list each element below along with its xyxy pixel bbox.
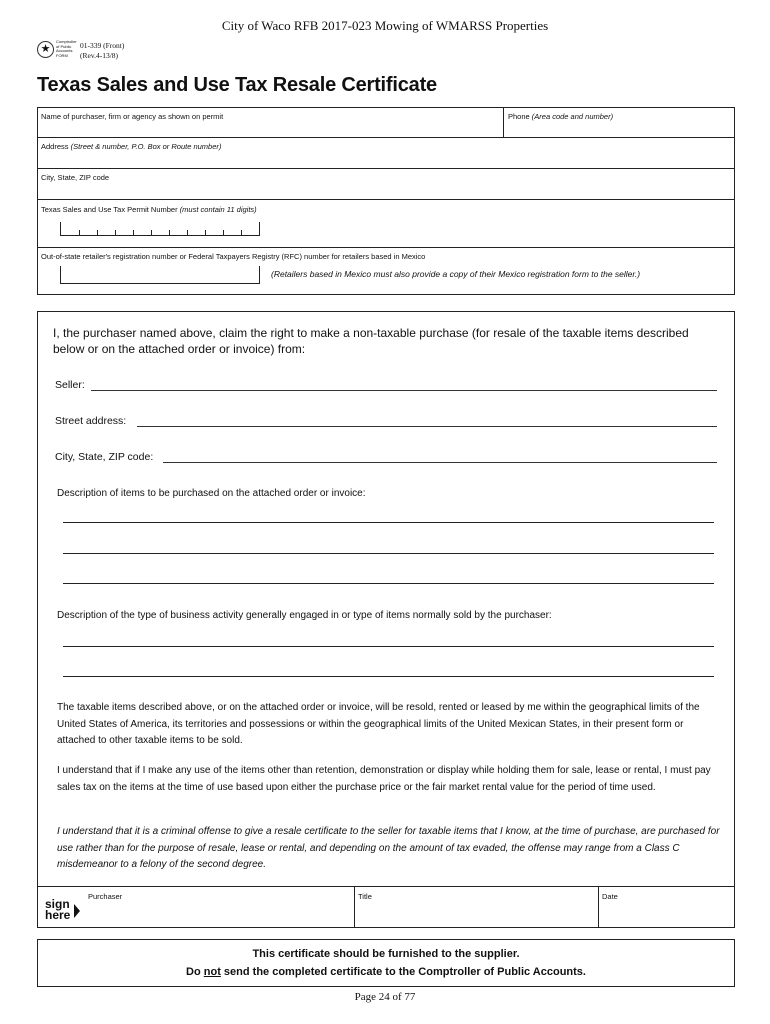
permit-number-digit-boxes[interactable]: [60, 222, 260, 236]
page-number: Page 24 of 77: [354, 991, 416, 1003]
seller-label: Seller:: [55, 379, 85, 391]
address-label: Address: [41, 142, 69, 151]
city-label: City, State, ZIP code: [41, 173, 110, 182]
purchaser-name-row: [38, 108, 734, 138]
street-address-label: Street address:: [55, 415, 127, 427]
purchaser-name-field[interactable]: [38, 108, 503, 137]
seller-field[interactable]: [55, 379, 717, 391]
permit-hint: (must contain 11 digits): [179, 205, 257, 214]
digit-tick: [205, 230, 206, 235]
street-address-line: [137, 426, 717, 427]
rfc-number-field[interactable]: [60, 266, 260, 284]
purchaser-signature-label: Purchaser: [88, 892, 123, 901]
seller-city-line: [163, 462, 717, 463]
signature-row: [38, 886, 734, 928]
address-hint: (Street & number, P.O. Box or Route number): [70, 142, 222, 151]
rfc-label: Out-of-state retailer's registration number or Federal Taxpayers Registry (RFC) number for retailers based in Mexico: [41, 252, 426, 261]
digit-tick: [187, 230, 188, 235]
form-number: 01-339 (Front): [80, 41, 125, 50]
seller-line: [91, 390, 717, 391]
signature-date-label: Date: [602, 892, 618, 901]
submission-notice: [37, 939, 735, 987]
phone-hint: (Area code and number): [531, 112, 614, 121]
criminal-offense-paragraph: I understand that it is a criminal offense to give a resale certificate to the seller for taxable items that I know, at the time of purchase, are purchased for use rather than for the purpose of resale, lease or rental, and depending on the amount of tax evaded, the offense may range from a Class C misdemeanor to a felony of the second degree.: [57, 826, 720, 870]
seller-city-field[interactable]: [55, 451, 717, 463]
digit-tick: [241, 230, 242, 235]
notice-line-1: This certificate should be furnished to the supplier.: [252, 948, 520, 960]
here-label: here: [45, 908, 71, 922]
items-description-line[interactable]: [63, 522, 714, 523]
permit-label: Texas Sales and Use Tax Permit Number: [41, 205, 178, 214]
permit-label-group: [41, 205, 257, 214]
comptroller-seal-icon: ★: [37, 41, 54, 58]
rfc-row: [38, 248, 734, 295]
purchaser-signature-field[interactable]: [83, 887, 354, 928]
purchaser-name-label: Name of purchaser, firm or agency as shown on permit: [41, 112, 224, 121]
page-header-title: City of Waco RFB 2017-023 Mowing of WMARSS Properties: [221, 18, 549, 33]
agency-name: Comptroller of Public Accounts FORM: [56, 39, 77, 58]
digit-tick: [97, 230, 98, 235]
phone-field[interactable]: [504, 108, 734, 137]
address-row[interactable]: [38, 138, 734, 169]
digit-tick: [133, 230, 134, 235]
business-description-line[interactable]: [63, 646, 714, 647]
form-revision: (Rev.4-13/8): [80, 51, 119, 60]
signer-title-field[interactable]: [355, 887, 598, 928]
sign-label: sign: [45, 897, 70, 911]
digit-tick: [151, 230, 152, 235]
notice-line-2-pre: Do: [186, 966, 204, 978]
purchaser-info-section: [37, 107, 735, 295]
city-row[interactable]: [38, 169, 734, 200]
sign-arrow-icon: [74, 904, 80, 918]
resale-claim-section: [37, 311, 735, 928]
address-label-group: [41, 142, 221, 151]
signer-title-label: Title: [358, 892, 372, 901]
notice-line-2: [38, 963, 734, 981]
permit-row: [38, 200, 734, 248]
digit-tick: [169, 230, 170, 235]
rfc-note: (Retailers based in Mexico must also provide a copy of their Mexico registration form to the seller.): [271, 269, 641, 279]
street-address-field[interactable]: [55, 415, 717, 427]
business-description-label: Description of the type of business activity generally engaged in or type of items normally sold by the purchaser:: [57, 610, 552, 621]
business-description-line[interactable]: [63, 676, 714, 677]
items-description-line[interactable]: [63, 583, 714, 584]
resale-paragraph: The taxable items described above, or on the attached order or invoice, will be resold, rented or leased by me within the geographical limits of the United States of America, its territories and possessions or within the geographical limits of the United Mexican States, in their present form or attached to other taxable items to be sold.: [57, 702, 700, 746]
items-description-label: Description of items to be purchased on the attached order or invoice:: [57, 488, 366, 499]
digit-tick: [79, 230, 80, 235]
phone-label: Phone: [508, 112, 530, 121]
notice-line-2-post: send the completed certificate to the Comptroller of Public Accounts.: [220, 966, 586, 978]
use-tax-paragraph: I understand that if I make any use of the items other than retention, demonstration or display while holding them for sale, lease or rental, I must pay sales tax on the items at the time of use based upon either the purchase price or the fair market rental value for the period of time used.: [57, 765, 711, 793]
form-title: Texas Sales and Use Tax Resale Certificate: [37, 74, 437, 96]
seller-city-label: City, State, ZIP code:: [55, 451, 154, 463]
form-number-block: [80, 41, 124, 61]
digit-tick: [223, 230, 224, 235]
digit-tick: [115, 230, 116, 235]
sign-here-label: [45, 899, 70, 921]
claim-statement: I, the purchaser named above, claim the right to make a non-taxable purchase (for resale of the taxable items described below or on the attached order or invoice) from:: [53, 326, 689, 356]
items-description-line[interactable]: [63, 553, 714, 554]
signature-date-field[interactable]: [599, 887, 734, 928]
notice-not-emphasis: not: [203, 966, 221, 978]
